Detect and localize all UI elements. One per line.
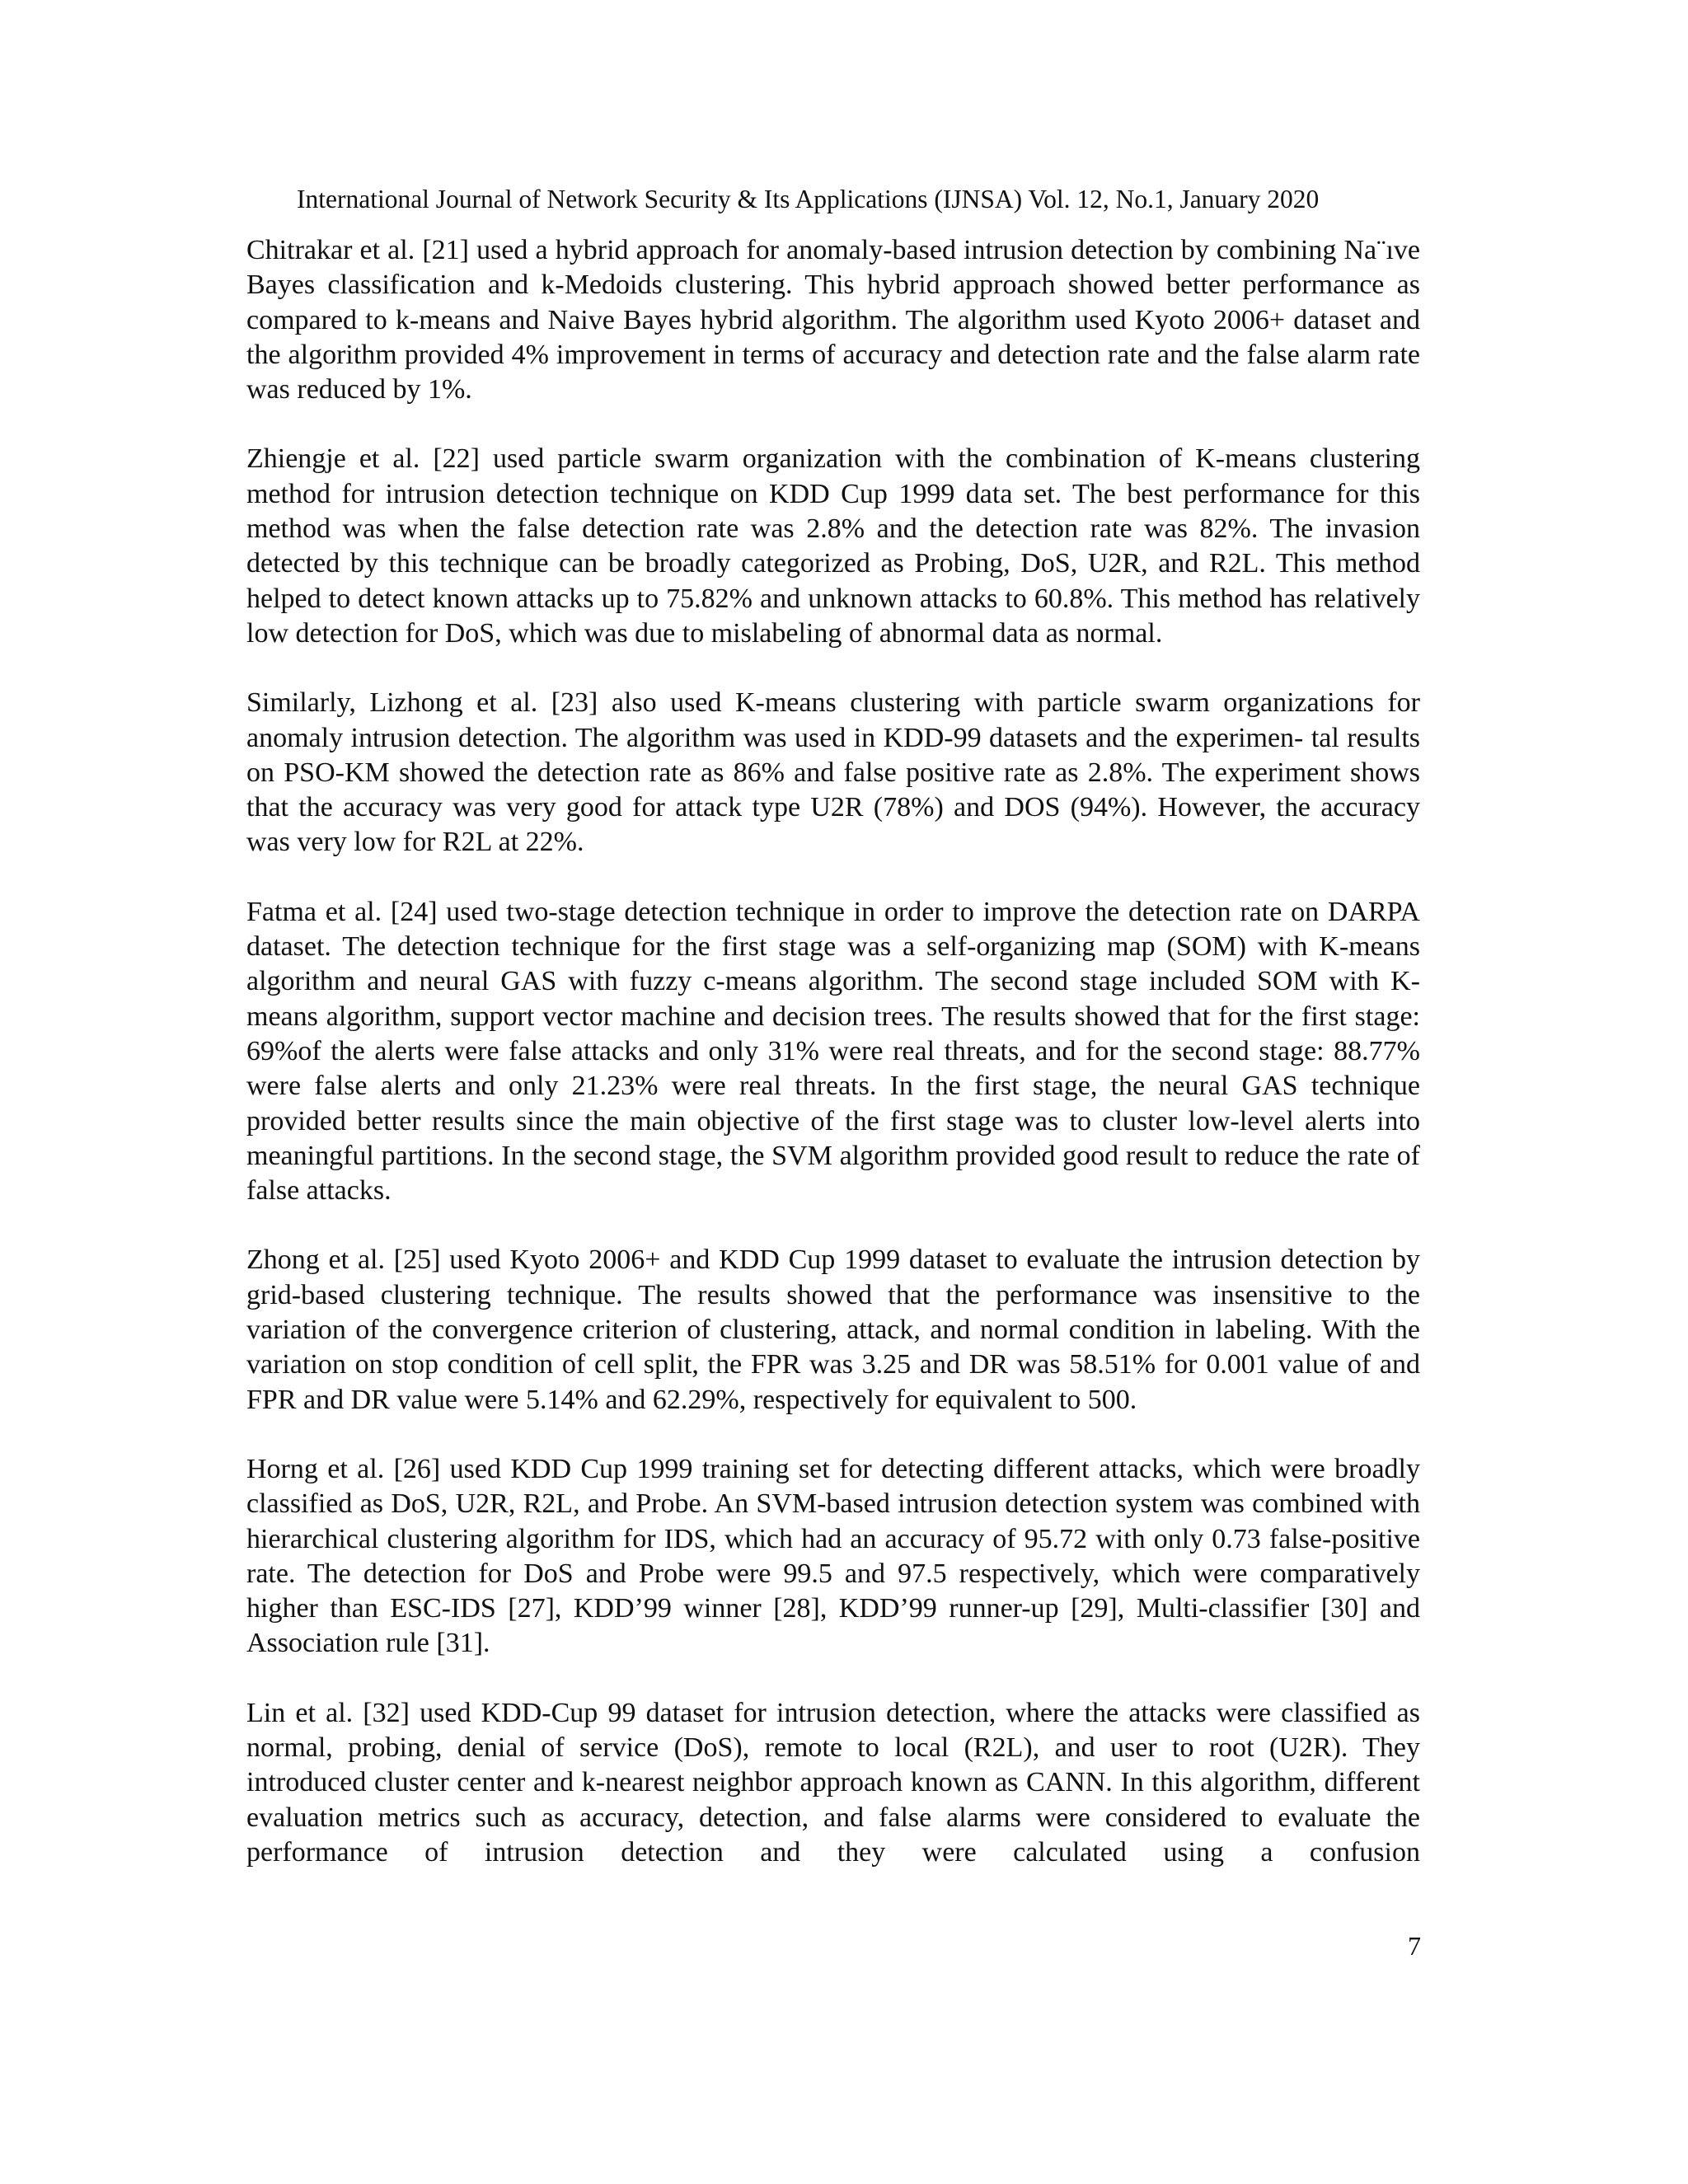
paragraph-zhong: Zhong et al. [25] used Kyoto 2006+ and KDD Cup 1999 dataset to evaluate the intrusion detection by grid-based clustering technique. The results showed that the performance was insensitive to the variation of the convergence criterion of clustering, attack, and normal condition in labeling. With the variation on stop condition of cell split, the FPR was 3.25 and DR was 58.51% for 0.001 value of and FPR and DR value were 5.14% and 62.29%, respectively for equivalent to 500. [246,1244,1420,1415]
paragraph-horng: Horng et al. [26] used KDD Cup 1999 training set for detecting different attacks, which were broadly classified as DoS, U2R, R2L, and Probe. An SVM-based intrusion detection system was combined with hierarchical clustering algorithm for IDS, which had an accuracy of 95.72 with only 0.73 false-positive rate. The detection for DoS and Probe were 99.5 and 97.5 respectively, which were comparatively higher than ESC-IDS [27], KDD’99 winner [28], KDD’99 runner-up [29], Multi-classifier [30] and Association rule [31]. [246,1453,1420,1659]
paragraph-zhiengje: Zhiengje et al. [22] used particle swarm organization with the combination of K-means clustering method for intrusion detection technique on KDD Cup 1999 data set. The best performance for this method was when the false detection rate was 2.8% and the detection rate was 82%. The invasion detected by this technique can be broadly categorized as Probing, DoS, U2R, and R2L. This method helped to detect known attacks up to 75.82% and unknown attacks to 60.8%. This method has relatively low detection for DoS, which was due to mislabeling of abnormal data as normal. [246,443,1420,649]
running-header: International Journal of Network Security & Its Applications (IJNSA) Vol. 12, No.1, January 2020 [297,185,1320,213]
page-number: 7 [1408,1931,1421,1961]
body-text [246,233,1420,1870]
paragraph-lin: Lin et al. [32] used KDD-Cup 99 dataset for intrusion detection, where the attacks were classified as normal, probing, denial of service (DoS), remote to local (R2L), and user to root (U2R). They introduced cluster center and k-nearest neighbor approach known as CANN. In this algorithm, different evaluation metrics such as accuracy, detection, and false alarms were considered to evaluate the performance of intrusion detection and they were calculated using a confusion [246,1697,1420,1868]
paragraph-fatma: Fatma et al. [24] used two-stage detection technique in order to improve the detection rate on DARPA dataset. The detection technique for the first stage was a self-organizing map (SOM) with K-means algorithm and neural GAS with fuzzy c-means algorithm. The second stage included SOM with K-means algorithm, support vector machine and decision trees. The results showed that for the first stage: 69%of the alerts were false attacks and only 31% were real threats, and for the second stage: 88.77% were false alerts and only 21.23% were real threats. In the first stage, the neural GAS technique provided better results since the main objective of the first stage was to cluster low-level alerts into meaningful partitions. In the second stage, the SVM algorithm provided good result to reduce the rate of false attacks. [246,896,1420,1207]
paragraph-lizhong: Similarly, Lizhong et al. [23] also used K-means clustering with particle swarm organizations for anomaly intrusion detection. The algorithm was used in KDD-99 datasets and the experimen- tal results on PSO-KM showed the detection rate as 86% and false positive rate as 2.8%. The experiment shows that the accuracy was very good for attack type U2R (78%) and DOS (94%). However, the accuracy was very low for R2L at 22%. [246,687,1420,858]
paragraph-chitrakar: Chitrakar et al. [21] used a hybrid approach for anomaly-based intrusion detection by combining Na¨ıve Bayes classification and k-Medoids clustering. This hybrid approach showed better performance as compared to k-means and Naive Bayes hybrid algorithm. The algorithm used Kyoto 2006+ dataset and the algorithm provided 4% improvement in terms of accuracy and detection rate and the false alarm rate was reduced by 1%. [246,235,1420,405]
